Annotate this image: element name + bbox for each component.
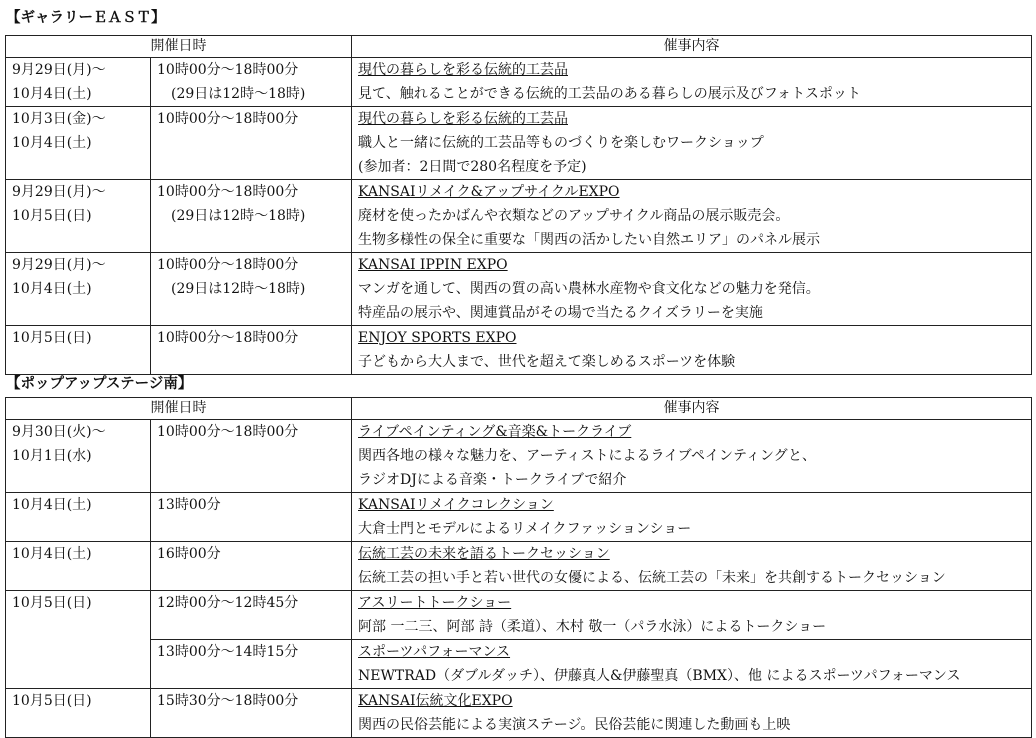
table-row [6,253,1032,326]
event-title: 現代の暮らしを彩る伝統的工芸品 [358,111,568,127]
table-row [6,107,1032,180]
date-cell: 10月5日(日) [6,326,151,375]
event-cell: 現代の暮らしを彩る伝統的工芸品 見て、触れることができる伝統的工芸品のある暮らしの展示及びフォトスポット [352,58,1032,107]
table-row [6,542,1032,591]
event-cell: KANSAIリメイク&アップサイクルEXPO 廃材を使ったかばんや衣類などのアップサイクル商品の展示販売会。 生物多様性の保全に重要な「関西の活かしたい自然エリア」のパネル展示 [352,180,1032,253]
table-header-row [6,36,1032,58]
section-title-popup-stage-south: 【ポップアップステージ南】 [6,376,193,392]
event-title: ライブペインティング&音楽&トークライブ [358,424,632,440]
event-title: 伝統工芸の未来を語るトークセッション [358,546,610,562]
time-cell: 10時00分～18時00分 [151,420,352,493]
time-cell: 13時00分 [151,493,352,542]
event-title: 現代の暮らしを彩る伝統的工芸品 [358,62,568,78]
time-cell: 16時00分 [151,542,352,591]
event-title: KANSAI伝統文化EXPO [358,693,513,709]
schedule-table-gallery-east [5,35,1032,375]
table-row [6,326,1032,375]
date-cell: 9月29日(月)～ 10月5日(日) [6,180,151,253]
table-header-row [6,398,1032,420]
header-event-content: 催事内容 [352,398,1032,420]
time-cell: 15時30分～18時00分 [151,689,352,738]
date-cell: 9月29日(月)～ 10月4日(土) [6,253,151,326]
event-title: ENJOY SPORTS EXPO [358,330,517,346]
event-cell: KANSAI伝統文化EXPO 関西の民俗芸能による実演ステージ。民俗芸能に関連した動画も上映 [352,689,1032,738]
table-row [6,180,1032,253]
event-cell: ENJOY SPORTS EXPO 子どもから大人まで、世代を超えて楽しめるスポーツを体験 [352,326,1032,375]
time-cell: 12時00分～12時45分 [151,591,352,640]
table-row [6,689,1032,738]
header-date-time: 開催日時 [6,398,352,420]
event-cell: 伝統工芸の未来を語るトークセッション 伝統工芸の担い手と若い世代の女優による、伝統工芸の「未来」を共創するトークセッション [352,542,1032,591]
event-cell: KANSAIリメイクコレクション 大倉士門とモデルによるリメイクファッションショー [352,493,1032,542]
section-title-gallery-east: 【ギャラリーＥＡＳＴ】 [6,10,166,26]
time-cell: 10時00分～18時00分 [151,326,352,375]
table-row [6,493,1032,542]
date-cell: 10月3日(金)～ 10月4日(土) [6,107,151,180]
date-cell: 10月5日(日) [6,591,151,689]
header-date-time: 開催日時 [6,36,352,58]
event-title: KANSAIリメイク&アップサイクルEXPO [358,184,620,200]
event-cell: ライブペインティング&音楽&トークライブ 関西各地の様々な魅力を、アーティストによるライブペインティングと、 ラジオDJによる音楽・トークライブで紹介 [352,420,1032,493]
event-title: スポーツパフォーマンス [358,644,511,660]
event-cell: スポーツパフォーマンス NEWTRAD（ダブルダッチ）、伊藤真人&伊藤聖真（BMX）、他 によるスポーツパフォーマンス [352,640,1032,689]
header-event-content: 催事内容 [352,36,1032,58]
time-cell: 10時00分～18時00分 (29日は12時～18時) [151,180,352,253]
table-row [6,591,1032,640]
event-cell: KANSAI IPPIN EXPO マンガを通して、関西の質の高い農林水産物や食文化などの魅力を発信。 特産品の展示や、関連賞品がその場で当たるクイズラリーを実施 [352,253,1032,326]
date-cell: 10月4日(土) [6,542,151,591]
event-title: アスリートトークショー [358,595,512,611]
schedule-table-popup-stage-south [5,397,1032,738]
table-row [6,58,1032,107]
date-cell: 9月30日(火)～ 10月1日(水) [6,420,151,493]
event-title: KANSAI IPPIN EXPO [358,257,508,273]
time-cell: 10時00分～18時00分 (29日は12時～18時) [151,253,352,326]
date-cell: 10月4日(土) [6,493,151,542]
time-cell: 13時00分～14時15分 [151,640,352,689]
event-cell: 現代の暮らしを彩る伝統的工芸品 職人と一緒に伝統的工芸品等ものづくりを楽しむワークショップ (参加者：2日間で280名程度を予定) [352,107,1032,180]
date-cell: 10月5日(日) [6,689,151,738]
date-cell: 9月29日(月)～ 10月4日(土) [6,58,151,107]
event-cell: アスリートトークショー 阿部 一二三、阿部 詩（柔道）、木村 敬一（パラ水泳）によるトークショー [352,591,1032,640]
table-row [6,420,1032,493]
event-title: KANSAIリメイクコレクション [358,497,554,513]
time-cell: 10時00分～18時00分 (29日は12時～18時) [151,58,352,107]
table-row [6,640,1032,689]
time-cell: 10時00分～18時00分 [151,107,352,180]
